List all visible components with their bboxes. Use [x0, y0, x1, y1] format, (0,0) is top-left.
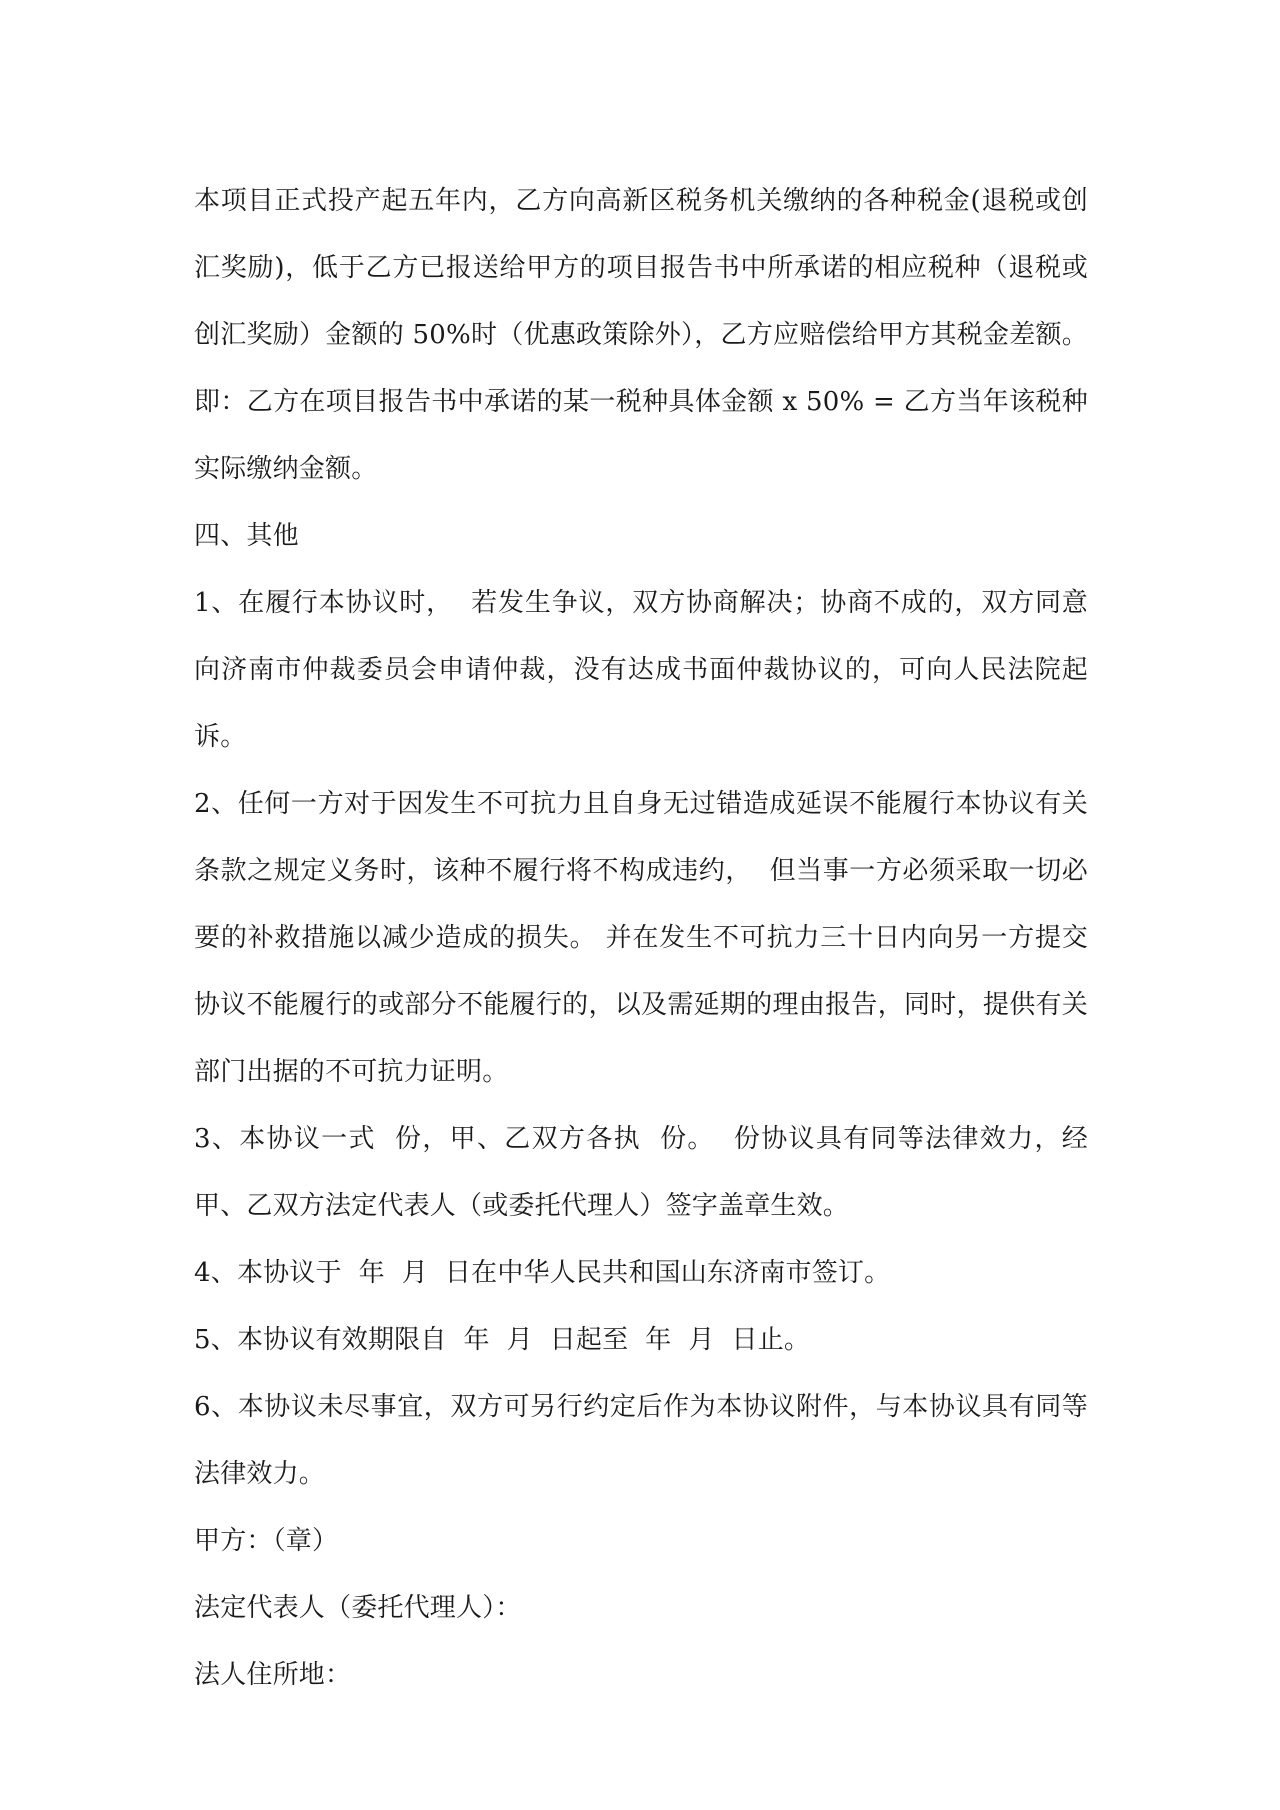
- document-body: [194, 168, 1088, 1709]
- clause-3-copies: 3、本协议一式 份，甲、乙双方各执 份。 份协议具有同等法律效力，经甲、乙双方法定代表人（或委托代理人）签字盖章生效。: [194, 1124, 1088, 1221]
- clause-4-signing: 4、本协议于 年 月 日在中华人民共和国山东济南市签订。: [194, 1258, 891, 1288]
- party-a-seal-line: 甲方：（章）: [194, 1526, 339, 1556]
- tax-compensation-clause: 本项目正式投产起五年内，乙方向高新区税务机关缴纳的各种税金(退税或创汇奖励)，低于乙方已报送给甲方的项目报告书中所承诺的相应税种（退税或创汇奖励）金额的 50%时（优惠政策除外），乙方应赔偿给甲方其税金差额。即：乙方在项目报告书中承诺的某一税种具体金额 x 50% = 乙方当年该税种实际缴纳金额。: [194, 186, 1088, 484]
- clause-1-dispute: 1、在履行本协议时， 若发生争议，双方协商解决；协商不成的，双方同意向济南市仲裁委员会申请仲裁，没有达成书面仲裁协议的，可向人民法院起诉。: [194, 588, 1088, 752]
- section-heading-other: 四、其他: [194, 521, 299, 551]
- legal-address-line: 法人住所地：: [194, 1660, 352, 1690]
- clause-6-supplement: 6、本协议未尽事宜，双方可另行约定后作为本协议附件，与本协议具有同等法律效力。: [194, 1392, 1088, 1489]
- clause-2-force-majeure: 2、任何一方对于因发生不可抗力且自身无过错造成延误不能履行本协议有关条款之规定义务时，该种不履行将不构成违约， 但当事一方必须采取一切必要的补救措施以减少造成的损失。 并在发生不可抗力三十日内向另一方提交协议不能履行的或部分不能履行的，以及需延期的理由报告，同时，提供有关部门出据的不可抗力证明。: [194, 789, 1088, 1087]
- clause-5-validity: 5、本协议有效期限自 年 月 日起至 年 月 日止。: [194, 1325, 811, 1355]
- legal-representative-line: 法定代表人（委托代理人）：: [194, 1593, 522, 1623]
